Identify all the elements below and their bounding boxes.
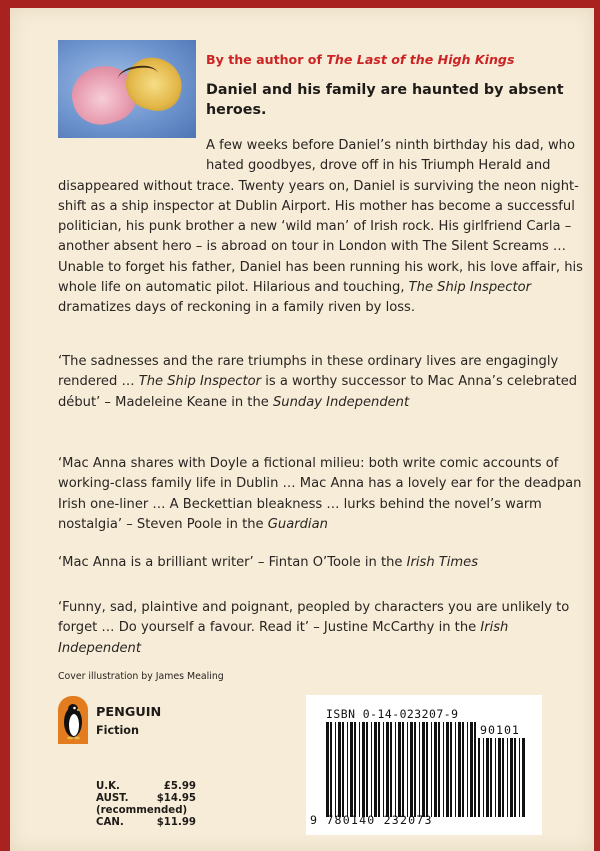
ean-barcode bbox=[326, 722, 478, 817]
price-row: U.K. £5.99 bbox=[96, 781, 196, 792]
ean-number: 9 780140 232073 bbox=[310, 813, 433, 827]
cover-illustration bbox=[58, 40, 196, 138]
cover-credit: Cover illustration by James Mealing bbox=[58, 671, 224, 682]
price-row: AUST. $14.95 bbox=[96, 793, 196, 804]
tagline-book-title: The Last of the High Kings bbox=[326, 52, 515, 67]
tagline-prefix: By the author of bbox=[206, 52, 327, 67]
review-quote: ‘Funny, sad, plaintive and poignant, peopled by characters you are unlikely to forget … Do yourself a favour. Read it’ – Justine McCarthy in the Irish Independent bbox=[58, 600, 570, 656]
publisher-name: PENGUIN bbox=[96, 705, 162, 720]
addon-barcode bbox=[478, 738, 525, 817]
synopsis-book-title: The Ship Inspector bbox=[408, 280, 531, 296]
isbn-text: ISBN 0-14-023207-9 bbox=[326, 707, 459, 721]
headline: Daniel and his family are haunted by absent heroes. bbox=[206, 82, 564, 118]
author-tagline bbox=[206, 52, 586, 67]
price-row: (recommended) bbox=[96, 805, 188, 816]
review-quote: ‘Mac Anna shares with Doyle a fictional milieu: both write comic accounts of working-class family life in Dublin … Mac Anna has a lovely ear for the deadpan Irish one-liner … A Beckettian bleakness … lurks behind the novel’s warm nostalgia’ – Steven Poole in the Guardian bbox=[58, 456, 582, 532]
review-quote: ‘Mac Anna is a brilliant writer’ – Fintan O’Toole in the Irish Times bbox=[58, 555, 479, 570]
review-quote: ‘The sadnesses and the rare triumphs in these ordinary lives are engagingly rendered … The Ship Inspector is a worthy successor to Mac Anna’s celebrated début’ – Madeleine Keane in the Sunday Independent bbox=[58, 354, 578, 410]
synopsis-text-end: dramatizes days of reckoning in a family riven by loss. bbox=[58, 300, 416, 316]
price-row: CAN. $11.99 bbox=[96, 817, 196, 828]
penguin-icon bbox=[58, 696, 88, 744]
barcode-addon-number: 90101 bbox=[480, 723, 520, 737]
synopsis bbox=[58, 136, 586, 319]
synopsis-text: A few weeks before Daniel’s ninth birthday his dad, who hated goodbyes, drove off in his Triumph Herald and disappeared without trace. Twenty years on, Daniel is surviving the neon night-shift as a ship inspector at Dublin Airport. His mother has become a successful politician, his punk brother a new ‘wild man’ of Irish rock. His girlfriend Carla – another absent hero – is abroad on tour in London with The Silent Screams … Unable to forget his father, Daniel has been running his work, his love affair, his whole life on automatic pilot. Hilarious and touching, bbox=[58, 138, 583, 296]
illustration-spacer bbox=[58, 136, 206, 176]
publisher-series: Fiction bbox=[96, 724, 139, 737]
